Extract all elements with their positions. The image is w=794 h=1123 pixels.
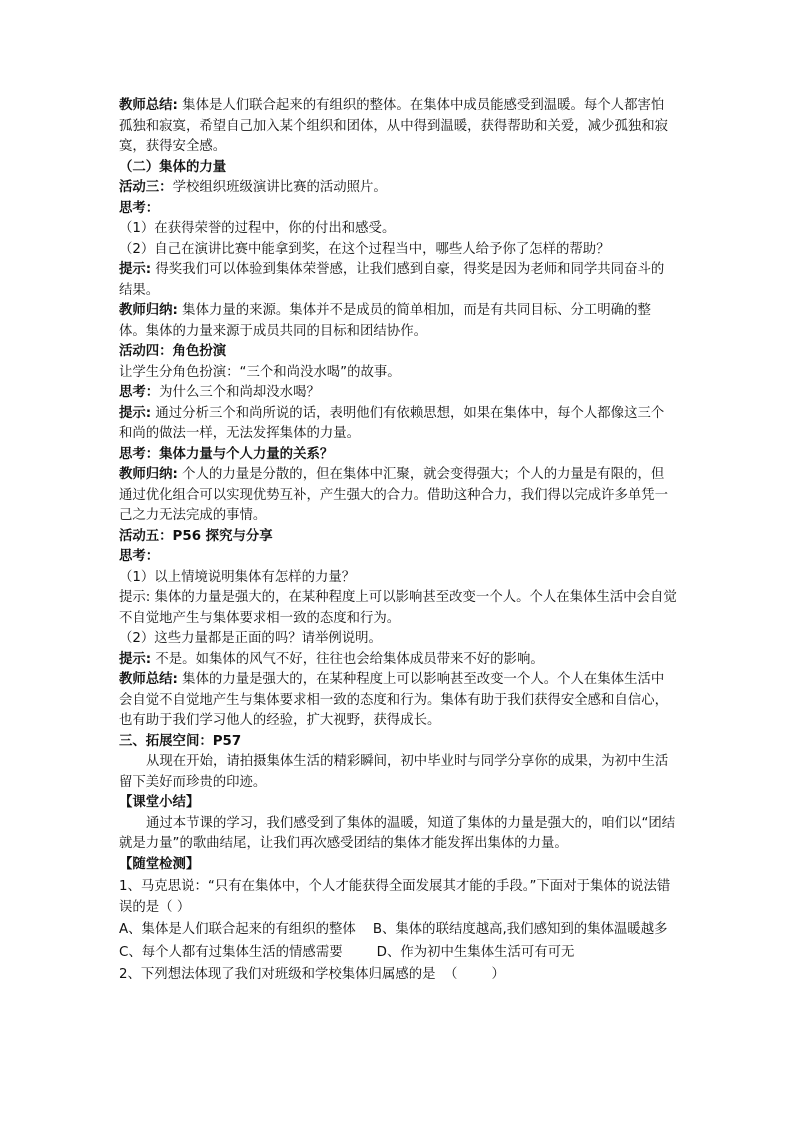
text: 集体力量的来源。集体并不是成员的简单相加，而是有共同目标、分工明确的整体。集体的力量来源于成员共同的目标和团结协作。 — [119, 303, 651, 339]
think-3: 思考：集体力量与个人力量的关系？ — [119, 446, 334, 462]
question-1: （1）在获得荣誉的过程中，你的付出和感受。 — [119, 221, 396, 236]
activity-4: 活动四：角色扮演 — [119, 344, 227, 359]
think-2 — [119, 383, 677, 404]
section-heading-2: （二）集体的力量 — [119, 159, 227, 175]
expansion-text: 从现在开始，请拍摄集体生活的精彩瞬间，初中毕业时与同学分享你的成果，为初中生活留下美好而珍贵的印迹。 — [119, 754, 669, 790]
activity-3 — [119, 178, 677, 199]
text: 不是。如集体的风气不好，往往也会给集体成员带来不好的影响。 — [151, 651, 544, 667]
roleplay-instruction: 让学生分角色扮演：“三个和尚没水喝”的故事。 — [119, 364, 401, 380]
text: 集体的力量是强大的，在某种程度上可以影响甚至改变一个人。个人在集体生活中会自觉不自觉地产生与集体要求相一致的态度和行为。集体有助于我们获得安全感和自信心，也有助于我们学习他人的经验，扩大视野，获得成长。 — [119, 672, 669, 728]
activity-5: 活动五：P56 探究与分享 — [119, 528, 273, 544]
hint-3: 提示: 集体的力量是强大的，在某种程度上可以影响甚至改变一个人。个人在集体生活中会自觉不自觉地产生与集体要求相一致的态度和行为。 — [119, 590, 677, 626]
teacher-conclusion-2 — [119, 465, 677, 527]
text: 学校组织班级演讲比赛的活动照片。 — [172, 180, 387, 195]
section-heading-3: 三、拓展空间：P57 — [119, 733, 242, 749]
question-4: （2）这些力量都是正面的吗？请举例说明。 — [119, 631, 382, 646]
label: 提示: — [119, 405, 152, 421]
teacher-conclusion-1 — [119, 301, 677, 342]
label: 活动三： — [119, 180, 173, 195]
class-summary-heading: 【课堂小结】 — [119, 795, 200, 810]
hint-4 — [119, 650, 677, 671]
think-label-1: 思考： — [119, 200, 160, 216]
label: 提示: — [119, 651, 152, 667]
hint-1 — [119, 260, 677, 301]
label: 提示: — [119, 262, 152, 277]
text: 通过分析三个和尚所说的话，表明他们有依赖思想，如果在集体中，每个人都像这三个和尚的做法一样，无法发挥集体的力量。 — [119, 405, 665, 441]
quiz-options-ab: A、集体是人们联合起来的有组织的整体 B、集体的联结度越高,我们感知到的集体温暖越多 — [119, 922, 668, 937]
teacher-summary-2 — [119, 670, 677, 732]
hint-2 — [119, 404, 677, 445]
text: 个人的力量是分散的，但在集体中汇聚，就会变得强大；个人的力量是有限的，但通过优化组合可以实现优势互补，产生强大的合力。借助这种合力，我们得以完成许多单凭一己之力无法完成的事情。 — [119, 467, 669, 523]
text: 集体是人们联合起来的有组织的整体。在集体中成员能感受到温暖。每个人都害怕孤独和寂寞，希望自己加入某个组织和团体，从中得到温暖，获得帮助和关爱，减少孤独和寂寞，获得安全感。 — [119, 98, 669, 154]
quiz-question-1: 1、马克思说：“只有在集体中，个人才能获得全面发展其才能的手段。”下面对于集体的说法错误的是（ ） — [119, 879, 671, 915]
label: 教师归纳: — [119, 467, 178, 482]
label: 教师总结: — [119, 98, 178, 113]
quiz-question-2: 2、下列想法体现了我们对班级和学校集体归属感的是 （ ） — [119, 967, 505, 982]
text: 得奖我们可以体验到集体荣誉感，让我们感到自豪，得奖是因为老师和同学共同奋斗的结果。 — [119, 262, 665, 298]
class-summary-text: 通过本节课的学习，我们感受到了集体的温暖，知道了集体的力量是强大的，咱们以“团结就是力量”的歌曲结尾，让我们再次感受团结的集体才能发挥出集体的力量。 — [119, 815, 676, 851]
label: 教师归纳: — [119, 303, 178, 318]
question-3: （1）以上情境说明集体有怎样的力量？ — [119, 569, 356, 585]
question-2: （2）自己在演讲比赛中能拿到奖，在这个过程当中，哪些人给予你了怎样的帮助？ — [119, 241, 610, 257]
label: 教师总结: — [119, 672, 178, 687]
document-body — [119, 96, 677, 986]
quiz-heading: 【随堂检测】 — [119, 856, 200, 872]
label: 思考： — [119, 385, 160, 400]
teacher-summary-1 — [119, 96, 677, 158]
think-label-4: 思考： — [119, 549, 160, 564]
quiz-options-cd: C、每个人都有过集体生活的情感需要 D、作为初中生集体生活可有可无 — [119, 944, 575, 960]
text: 为什么三个和尚却没水喝？ — [159, 385, 320, 400]
